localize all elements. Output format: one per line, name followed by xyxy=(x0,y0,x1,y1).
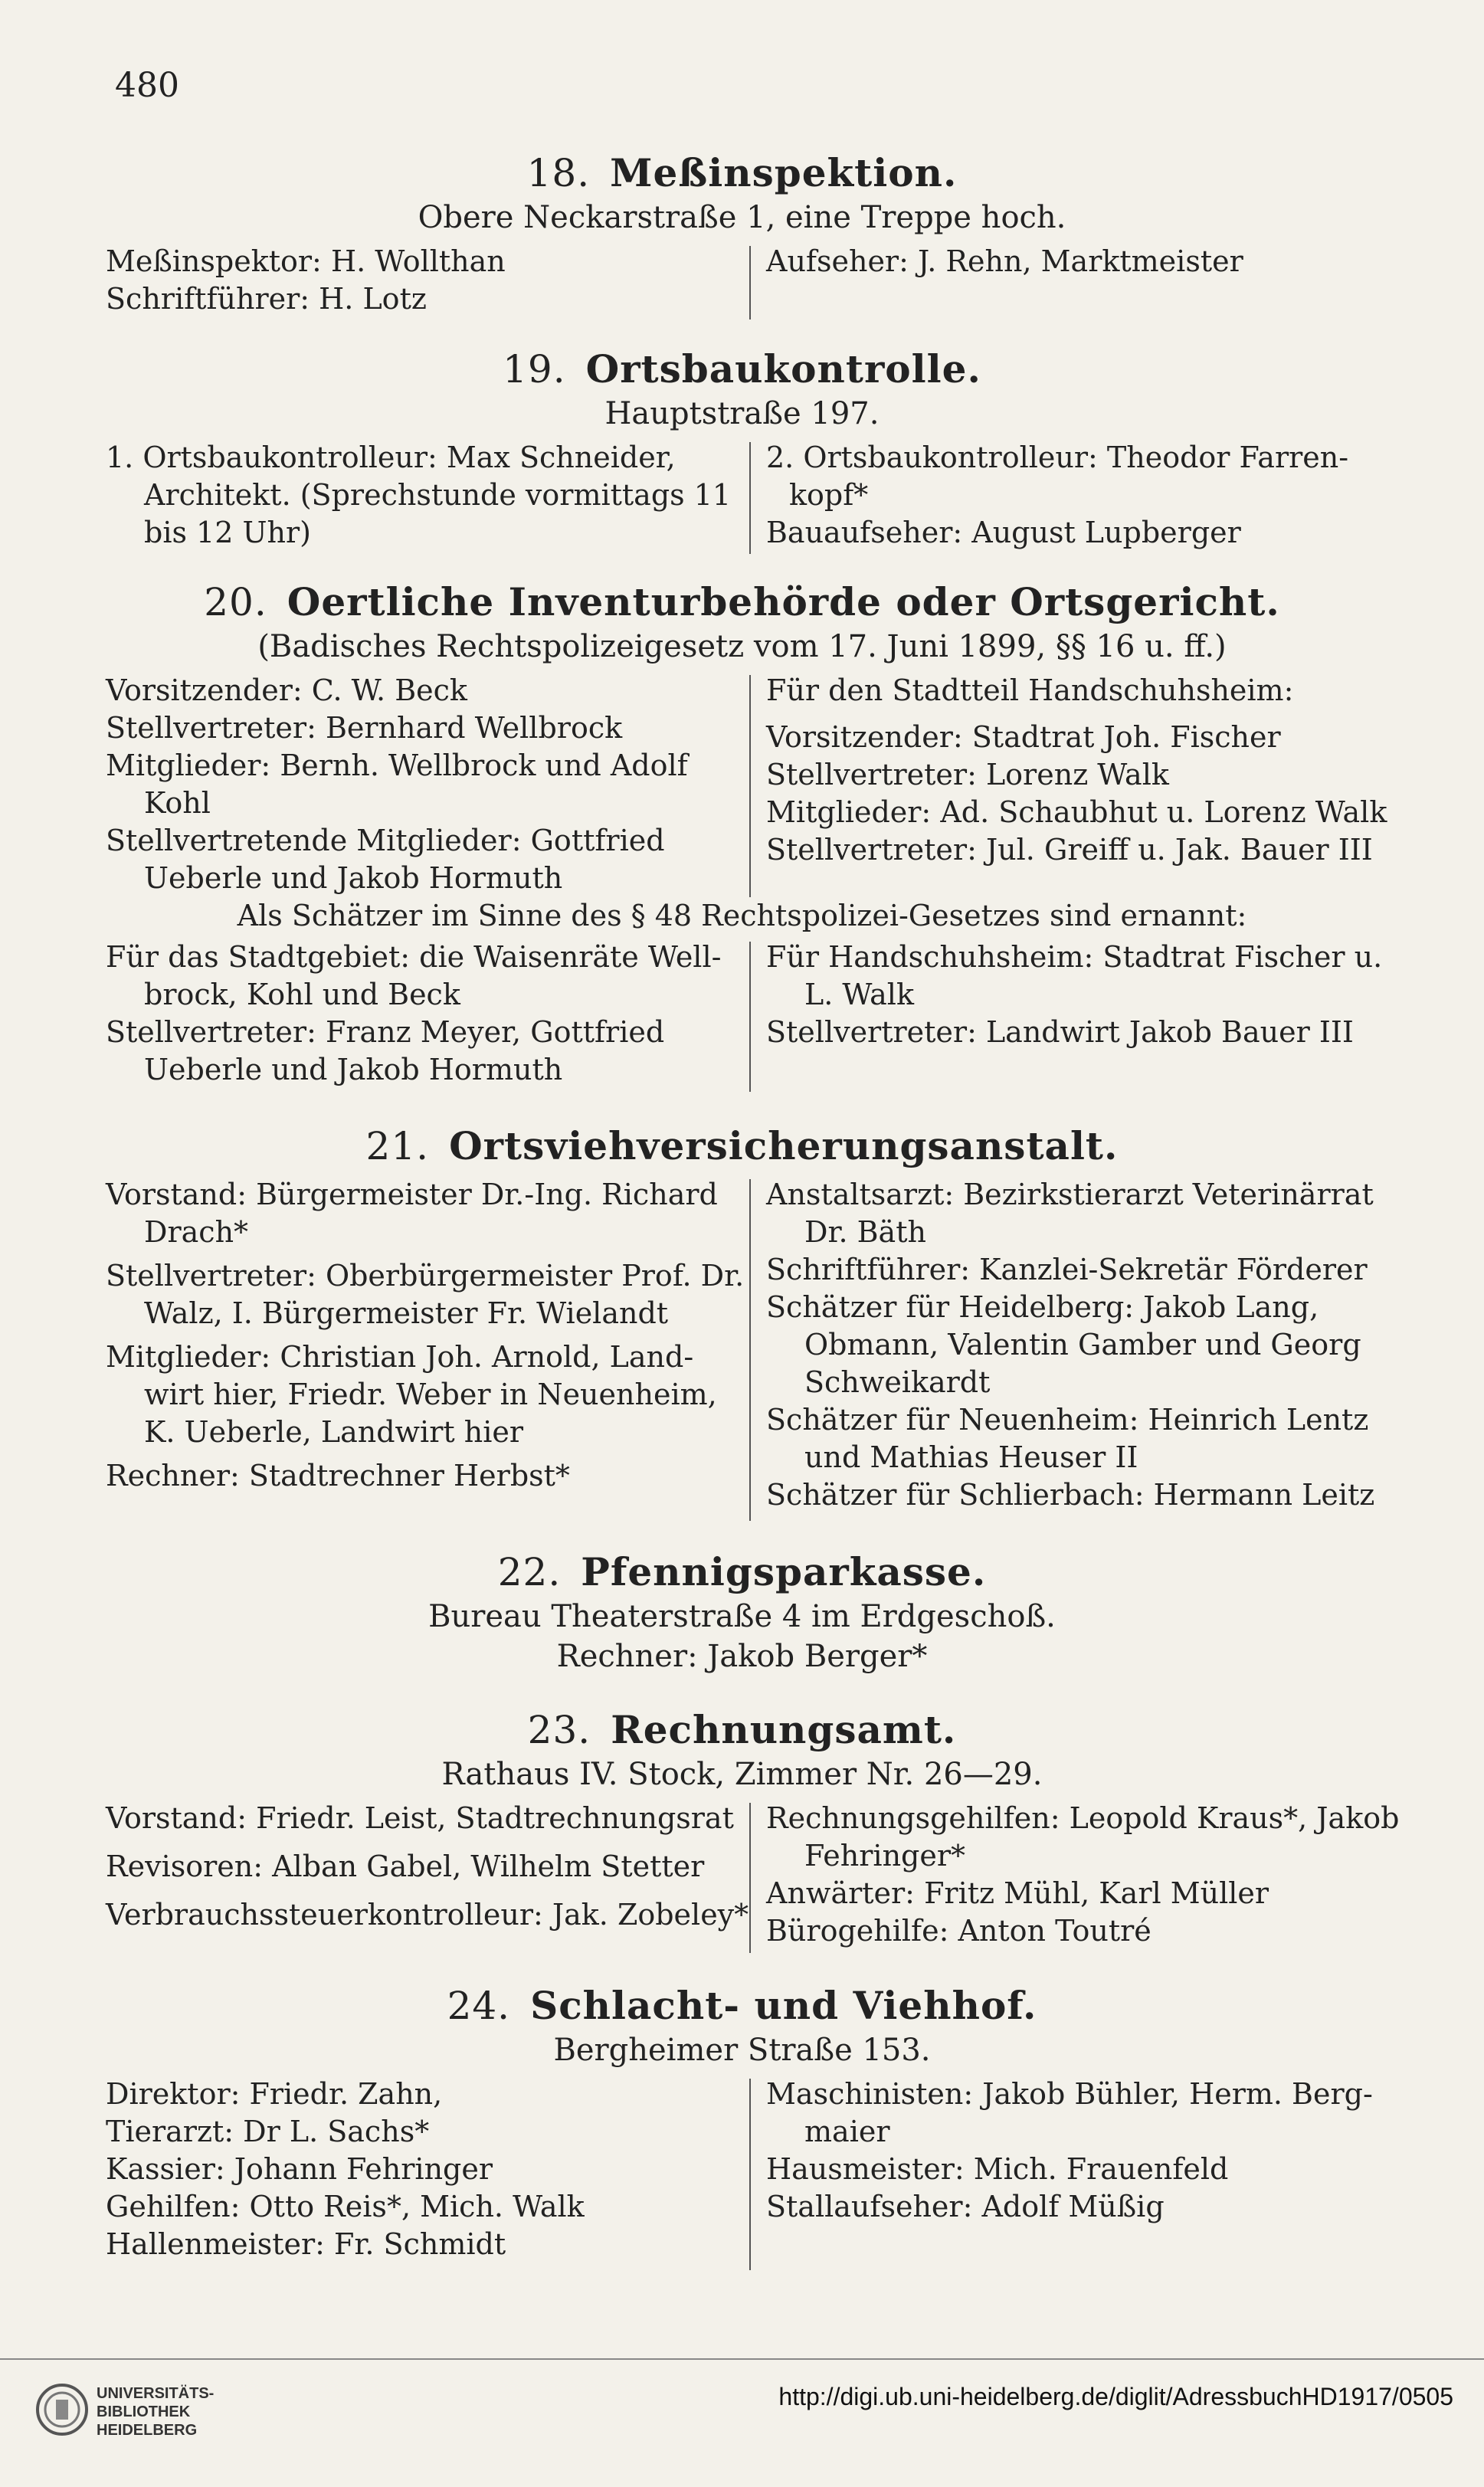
entry-continued: Obmann, Valentin Gamber und Georg xyxy=(804,1328,1361,1361)
entry: Schätzer für Heidelberg: Jakob Lang, xyxy=(766,1290,1319,1324)
entry: Anwärter: Fritz Mühl, Karl Müller xyxy=(766,1876,1269,1910)
entry-continued: und Mathias Heuser II xyxy=(804,1440,1138,1474)
entry-continued: Kohl xyxy=(144,786,211,820)
section-treasurer: Rechner: Jakob Berger* xyxy=(556,1639,928,1674)
entry: Hausmeister: Mich. Frauenfeld xyxy=(766,2152,1229,2186)
section-heading xyxy=(0,1983,1484,2028)
entry-continued: Ueberle und Jakob Hormuth xyxy=(144,861,563,895)
entry-continued: K. Ueberle, Landwirt hier xyxy=(144,1415,524,1449)
section-address: Hauptstraße 197. xyxy=(604,396,880,431)
section-heading xyxy=(0,150,1484,195)
entry: Bürogehilfe: Anton Toutré xyxy=(766,1914,1151,1948)
entry-continued: Walz, I. Bürgermeister Fr. Wielandt xyxy=(144,1296,669,1330)
entry: Rechner: Stadtrechner Herbst* xyxy=(106,1459,570,1493)
section-number: 19. xyxy=(503,347,566,392)
entry: 2. Ortsbaukontrolleur: Theodor Farren- xyxy=(766,441,1349,474)
entry: Bauaufseher: August Lupberger xyxy=(766,516,1241,549)
entry: Stellvertreter: Franz Meyer, Gottfried xyxy=(106,1015,665,1049)
section-heading xyxy=(0,579,1484,624)
section-title: Rechnungsamt. xyxy=(611,1707,957,1752)
source-url-link[interactable]: http://digi.ub.uni-heidelberg.de/diglit/AdressbuchHD1917/0505 xyxy=(778,2383,1453,2410)
entry: Tierarzt: Dr L. Sachs* xyxy=(106,2115,430,2148)
section-rechnungsamt xyxy=(0,1707,1484,1953)
entry: Stellvertreter: Jul. Greiff u. Jak. Bauer III xyxy=(766,833,1373,867)
entry-continued: Dr. Bäth xyxy=(804,1215,926,1249)
library-line: BIBLIOTHEK xyxy=(97,2403,191,2420)
entry: Stellvertreter: Lorenz Walk xyxy=(766,758,1169,791)
section-address: Rathaus IV. Stock, Zimmer Nr. 26—29. xyxy=(441,1757,1043,1792)
entry-continued: Architekt. (Sprechstunde vormittags 11 xyxy=(144,478,732,512)
entry-continued: bis 12 Uhr) xyxy=(144,516,311,549)
entry: Vorsitzender: C. W. Beck xyxy=(106,673,467,707)
section-heading xyxy=(0,346,1484,392)
library-name xyxy=(97,2384,214,2439)
section-title: Pfennigsparkasse. xyxy=(581,1549,987,1594)
library-line: HEIDELBERG xyxy=(97,2422,198,2439)
column-divider xyxy=(749,2079,751,2270)
entry-continued: wirt hier, Friedr. Weber in Neuenheim, xyxy=(144,1378,717,1411)
column-divider xyxy=(749,246,751,319)
section-number: 23. xyxy=(527,1708,591,1752)
entry: Mitglieder: Bernh. Wellbrock und Adolf xyxy=(106,749,688,782)
section-number: 24. xyxy=(447,1984,511,2028)
section-number: 20. xyxy=(204,580,267,624)
entry: Verbrauchssteuerkontrolleur: Jak. Zobeley* xyxy=(106,1898,749,1932)
page-number: 480 xyxy=(115,66,179,105)
entry: Stellvertreter: Landwirt Jakob Bauer III xyxy=(766,1015,1354,1049)
entry: Kassier: Johann Fehringer xyxy=(106,2152,493,2186)
entry: Meßinspektor: H. Wollthan xyxy=(106,244,506,278)
entry: Für das Stadtgebiet: die Waisenräte Well- xyxy=(106,940,722,974)
entry: Mitglieder: Ad. Schaubhut u. Lorenz Walk xyxy=(766,795,1387,829)
entry: Stellvertretende Mitglieder: Gottfried xyxy=(106,824,665,857)
entry: Aufseher: J. Rehn, Marktmeister xyxy=(766,244,1243,278)
entry-continued: Ueberle und Jakob Hormuth xyxy=(144,1053,563,1086)
column-divider xyxy=(749,1803,751,1953)
appraiser-note: Als Schätzer im Sinne des § 48 Rechtspolizei-Gesetzes sind ernannt: xyxy=(237,899,1247,932)
entry: Schriftführer: Kanzlei-Sekretär Förderer xyxy=(766,1253,1368,1286)
entry: Mitglieder: Christian Joh. Arnold, Land- xyxy=(106,1340,694,1374)
entry: Vorsitzender: Stadtrat Joh. Fischer xyxy=(766,720,1281,754)
entry: Rechnungsgehilfen: Leopold Kraus*, Jakob xyxy=(766,1801,1400,1835)
entry-continued: Fehringer* xyxy=(804,1839,966,1873)
section-address: Bergheimer Straße 153. xyxy=(553,2033,931,2068)
section-number: 21. xyxy=(365,1124,430,1168)
column-divider xyxy=(749,942,751,1092)
section-messinspektion xyxy=(0,150,1484,319)
subsection-heading: Für den Stadtteil Handschuhsheim: xyxy=(766,673,1294,707)
entry: Revisoren: Alban Gabel, Wilhelm Stetter xyxy=(106,1850,705,1883)
section-address: (Badisches Rechtspolizeigesetz vom 17. Juni 1899, §§ 16 u. ff.) xyxy=(257,629,1227,664)
entry-continued: L. Walk xyxy=(804,978,914,1011)
entry: Stellvertreter: Bernhard Wellbrock xyxy=(106,711,623,745)
entry: Für Handschuhsheim: Stadtrat Fischer u. xyxy=(766,940,1383,974)
section-title: Oertliche Inventurbehörde oder Ortsgericht. xyxy=(287,579,1280,624)
column-divider xyxy=(749,442,751,554)
entry: Schätzer für Neuenheim: Heinrich Lentz xyxy=(766,1403,1369,1437)
section-address: Obere Neckarstraße 1, eine Treppe hoch. xyxy=(418,200,1066,235)
section-number: 22. xyxy=(497,1550,562,1594)
entry: Direktor: Friedr. Zahn, xyxy=(106,2077,443,2111)
university-seal-icon xyxy=(35,2383,89,2436)
entry-continued: maier xyxy=(804,2115,890,2148)
section-inventurbehoerde xyxy=(0,579,1484,1092)
section-ortsbaukontrolle xyxy=(0,346,1484,554)
section-title: Schlacht- und Viehhof. xyxy=(530,1983,1037,2028)
entry-continued: Schweikardt xyxy=(804,1365,991,1399)
entry: Stellvertreter: Oberbürgermeister Prof. Dr. xyxy=(106,1259,745,1293)
section-ortsviehversicherung xyxy=(0,1123,1484,1521)
entry-continued: brock, Kohl und Beck xyxy=(144,978,460,1011)
section-heading xyxy=(0,1549,1484,1594)
section-title: Meßinspektion. xyxy=(610,150,958,195)
column-divider xyxy=(749,1179,751,1521)
entry: Gehilfen: Otto Reis*, Mich. Walk xyxy=(106,2190,585,2223)
column-divider xyxy=(749,675,751,897)
entry: Vorstand: Bürgermeister Dr.-Ing. Richard xyxy=(106,1178,718,1211)
entry: Anstaltsarzt: Bezirkstierarzt Veterinärrat xyxy=(766,1178,1374,1211)
entry-continued: Drach* xyxy=(144,1215,249,1249)
section-number: 18. xyxy=(526,151,591,195)
entry: Maschinisten: Jakob Bühler, Herm. Berg- xyxy=(766,2077,1373,2111)
section-title: Ortsbaukontrolle. xyxy=(585,346,981,392)
section-schlachthof xyxy=(0,1983,1484,2275)
entry: Hallenmeister: Fr. Schmidt xyxy=(106,2227,506,2261)
entry-continued: kopf* xyxy=(789,478,869,512)
entry: 1. Ortsbaukontrolleur: Max Schneider, xyxy=(106,441,676,474)
library-line: UNIVERSITÄTS- xyxy=(97,2385,215,2402)
entry: Schriftführer: H. Lotz xyxy=(106,282,427,316)
entry: Vorstand: Friedr. Leist, Stadtrechnungsrat xyxy=(106,1801,734,1835)
entry: Stallaufseher: Adolf Müßig xyxy=(766,2190,1165,2223)
section-heading xyxy=(0,1707,1484,1752)
section-address: Bureau Theaterstraße 4 im Erdgeschoß. xyxy=(428,1599,1056,1634)
section-title: Ortsviehversicherungsanstalt. xyxy=(449,1123,1119,1168)
footer-divider xyxy=(0,2358,1484,2360)
entry: Schätzer für Schlierbach: Hermann Leitz xyxy=(766,1478,1375,1512)
section-heading xyxy=(0,1123,1484,1168)
section-pfennigsparkasse xyxy=(0,1549,1484,1674)
